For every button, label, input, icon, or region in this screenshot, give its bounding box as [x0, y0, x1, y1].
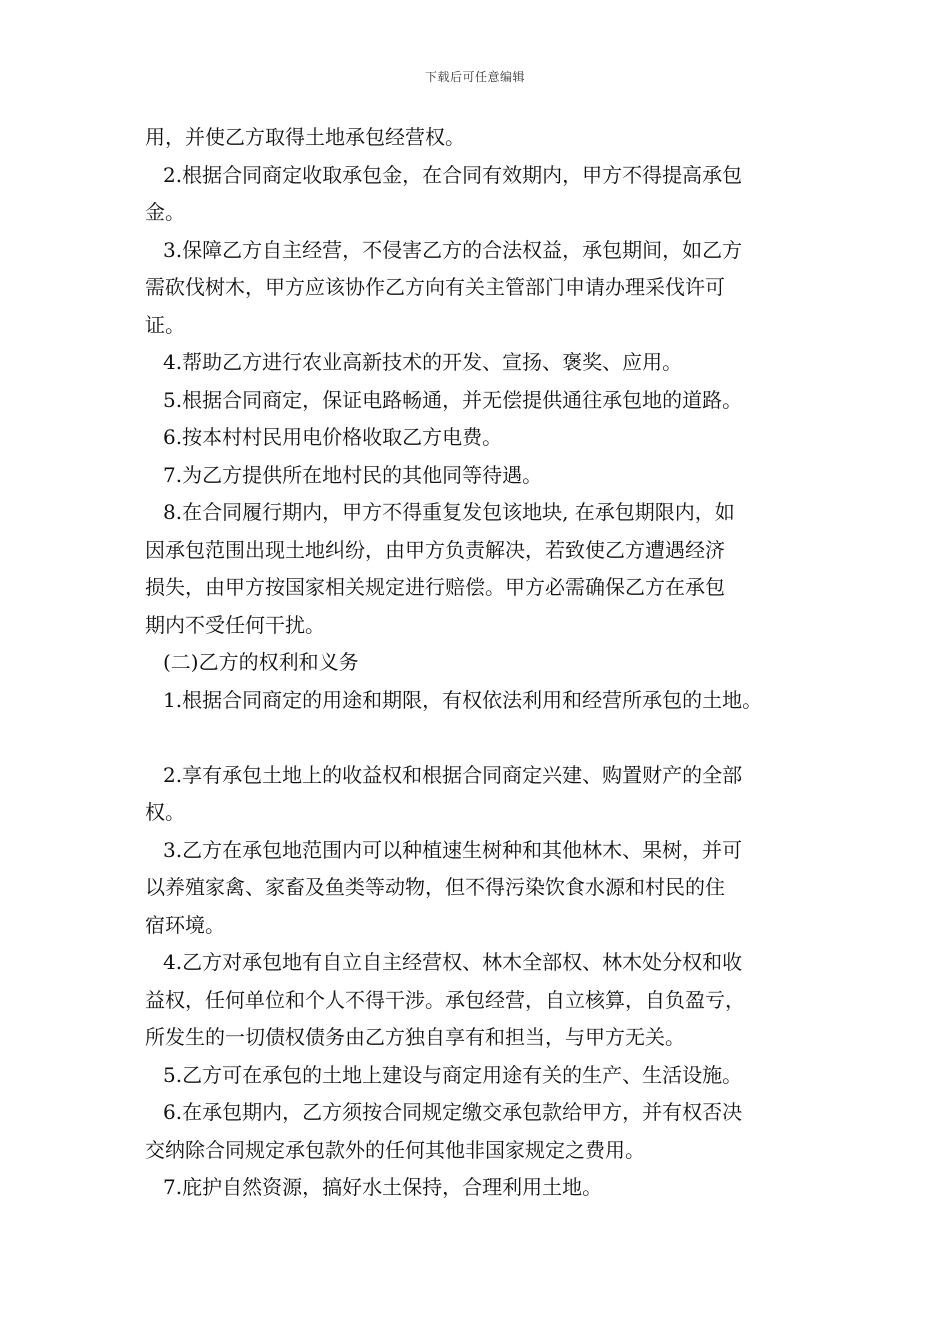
text-line: (二)乙方的权利和义务 [163, 650, 359, 674]
text-line: 交纳除合同规定承包款外的任何其他非国家规定之费用。 [145, 1137, 645, 1162]
paragraph [145, 644, 825, 682]
text-line: 以养殖家禽、家畜及鱼类等动物，但不得污染饮食水源和村民的住 [145, 875, 725, 899]
text-line: 损失，由甲方按国家相关规定进行赔偿。甲方必需确保乙方在承包 [145, 575, 725, 599]
text-line: 1.根据合同商定的用途和期限，有权依法利用和经营所承包的土地。 [163, 687, 763, 712]
paragraph [145, 682, 825, 720]
paragraph [145, 832, 825, 945]
paragraph [145, 382, 825, 420]
text-line: 需砍伐树木，甲方应该协作乙方向有关主管部门申请办理采伐许可 [145, 275, 725, 299]
document-body [145, 119, 825, 1207]
text-line: 3.乙方在承包地范围内可以种植速生树种和其他林木、果树，并可 [163, 837, 743, 862]
paragraph [145, 457, 825, 495]
text-line [145, 719, 825, 757]
text-line: 益权，任何单位和个人不得干涉。承包经营，自立核算，自负盈亏， [145, 987, 745, 1012]
text-line: 用，并使乙方取得土地承包经营权。 [145, 125, 465, 149]
paragraph [145, 232, 825, 345]
paragraph [145, 944, 825, 1057]
paragraph [145, 157, 825, 232]
paragraph [145, 1169, 825, 1207]
text-line: 所发生的一切债权债务由乙方独自享有和担当，与甲方无关。 [145, 1025, 685, 1049]
text-line: 4.乙方对承包地有自立自主经营权、林木全部权、林木处分权和收 [163, 950, 743, 974]
paragraph [145, 494, 825, 644]
text-line: 证。 [145, 312, 185, 337]
text-line: 5.乙方可在承包的土地上建设与商定用途有关的生产、生活设施。 [163, 1062, 743, 1087]
paragraph [145, 344, 825, 382]
paragraph [145, 719, 825, 757]
text-line: 6.按本村村民用电价格收取乙方电费。 [163, 425, 503, 449]
paragraph [145, 757, 825, 832]
text-line: 3.保障乙方自主经营，不侵害乙方的合法权益，承包期间，如乙方 [163, 237, 743, 262]
text-line: 金。 [145, 200, 185, 224]
text-line: 宿环境。 [145, 912, 225, 937]
paragraph [145, 419, 825, 457]
paragraph [145, 1057, 825, 1095]
text-line: 2.根据合同商定收取承包金，在合同有效期内，甲方不得提高承包 [163, 162, 743, 187]
page-header: 下载后可任意编辑 [424, 70, 525, 84]
text-line: 4.帮助乙方进行农业高新技术的开发、宣扬、褒奖、应用。 [163, 350, 683, 374]
text-line: 7.为乙方提供所在地村民的其他同等待遇。 [163, 462, 543, 487]
text-line: 5.根据合同商定，保证电路畅通，并无偿提供通往承包地的道路。 [163, 387, 743, 412]
paragraph [145, 1094, 825, 1169]
paragraph [145, 119, 825, 157]
text-line: 期内不受任何干扰。 [145, 612, 325, 637]
text-line: 6.在承包期内，乙方须按合同规定缴交承包款给甲方，并有权否决 [163, 1100, 743, 1124]
text-line: 7.庇护自然资源，搞好水土保持，合理利用土地。 [163, 1175, 603, 1199]
text-line: 权。 [145, 800, 185, 824]
text-line: 8.在合同履行期内，甲方不得重复发包该地块, 在承包期限内，如 [163, 500, 735, 524]
text-line: 2.享有承包土地上的收益权和根据合同商定兴建、购置财产的全部 [163, 762, 743, 787]
text-line: 因承包范围出现土地纠纷，由甲方负责解决，若致使乙方遭遇经济 [145, 537, 725, 562]
